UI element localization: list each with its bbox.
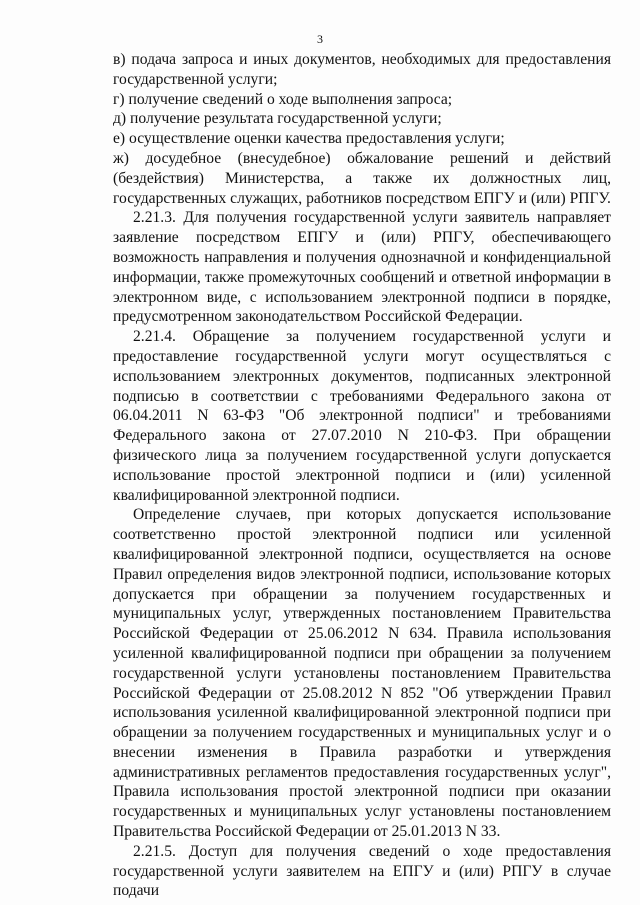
paragraph-item-zh: ж) досудебное (внесудебное) обжалование решений и действий (бездействия) Министерства, а также их должностных лиц, государственных служащих, работников посредством ЕПГУ и (или) РПГУ. bbox=[113, 149, 611, 207]
paragraph-item-g: г) получение сведений о ходе выполнения запроса; bbox=[113, 90, 453, 108]
page-number: 3 bbox=[317, 32, 323, 46]
paragraph-2-21-5: 2.21.5. Доступ для получения сведений о ходе предоставления государственной услуги заявителем на ЕПГУ и (или) РПГУ в случае подачи bbox=[113, 842, 611, 900]
paragraph-item-v: в) подача запроса и иных документов, необходимых для предоставления государственной услуги; bbox=[113, 51, 611, 88]
document-body bbox=[113, 50, 611, 901]
paragraph-item-e: е) осуществление оценки качества предоставления услуги; bbox=[113, 130, 505, 148]
paragraph-2-21-4: 2.21.4. Обращение за получением государственной услуги и предоставление государственной услуги могут осуществляться с использованием электронных документов, подписанных электронной подписью в соответствии с требованиями Федерального закона от 06.04.2011 N 63-ФЗ "Об электронной подписи" и требованиями Федерального закона от 27.07.2010 N 210-ФЗ. При обращении физического лица за получением государственной услуги допускается использование простой электронной подписи и (или) усиленной квалифицированной электронной подписи. bbox=[113, 328, 611, 504]
paragraph-item-d: д) получение результата государственной услуги; bbox=[113, 110, 442, 128]
paragraph-2-21-3: 2.21.3. Для получения государственной услуги заявитель направляет заявление посредством ЕПГУ и (или) РПГУ, обеспечивающего возможность направления и получения однозначной и конфиденциальной информации, также промежуточных сообщений и ответной информации в электронном виде, с использованием электронной подписи в порядке, предусмотренном законодательством Российской Федерации. bbox=[113, 209, 611, 326]
paragraph-definition: Определение случаев, при которых допускается использование соответственно простой электронной подписи или усиленной квалифицированной электронной подписи, осуществляется на основе Правил определения видов электронной подписи, использование которых допускается при обращении за получением государственных и муниципальных услуг, утвержденных постановлением Правительства Российской Федерации от 25.06.2012 N 634. Правила использования усиленной квалифицированной подписи при обращении за получением государственной услуги установлены постановлением Правительства Российской Федерации от 25.08.2012 N 852 "Об утверждении Правил использования усиленной квалифицированной электронной подписи при обращении за получением государственных и муниципальных услуг и о внесении изменения в Правила разработки и утверждения административных регламентов предоставления государственных услуг", Правила использования простой электронной подписи при оказании государственных и муниципальных услуг установлены постановлением Правительства Российской Федерации от 25.01.2013 N 33. bbox=[113, 506, 611, 841]
